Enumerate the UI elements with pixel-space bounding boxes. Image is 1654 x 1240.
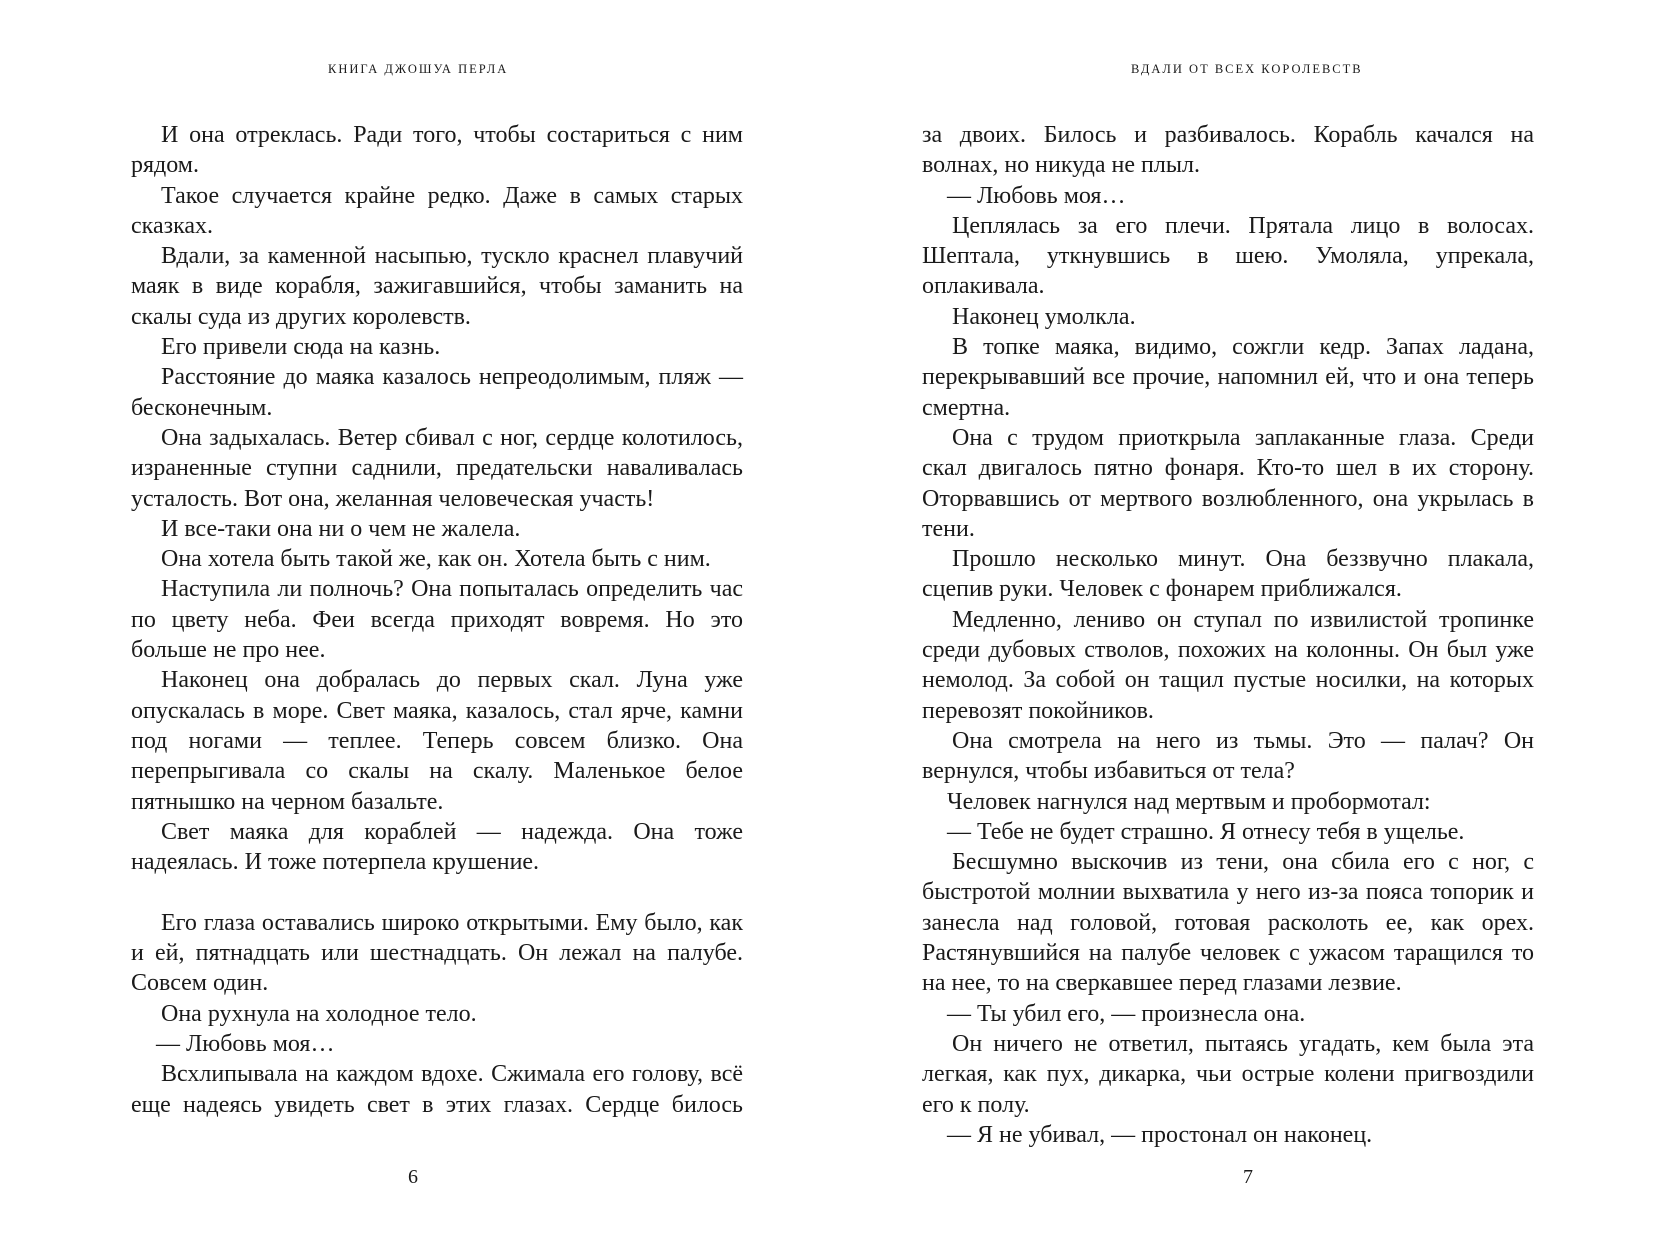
- paragraph: Его глаза оставались широко открытыми. Ему было, как и ей, пятнадцать или шестнадцать. Он лежал на палубе. Совсем один.: [131, 909, 743, 997]
- dialogue-line: — Ты убил его, — произнесла она.: [947, 1000, 1306, 1027]
- dialogue-line: — Я не убивал, — простонал он наконец.: [947, 1121, 1373, 1148]
- paragraph: Она задыхалась. Ветер сбивал с ног, сердце колотилось, израненные ступни саднили, предательски наваливалась усталость. Вот она, желанная человеческая участь!: [131, 424, 743, 512]
- dialogue-line: — Любовь моя…: [947, 182, 1126, 209]
- paragraph: Расстояние до маяка казалось непреодолимым, пляж — бесконечным.: [131, 364, 743, 421]
- paragraph: Цеплялась за его плечи. Прятала лицо в волосах. Шептала, уткнувшись в шею. Умоляла, упрекала, оплакивала.: [922, 212, 1534, 300]
- paragraph: Такое случается крайне редко. Даже в самых старых сказках.: [131, 182, 743, 239]
- section-break: [131, 877, 743, 907]
- paragraph: Свет маяка для кораблей — надежда. Она тоже надеялась. И тоже потерпела крушение.: [131, 818, 743, 876]
- running-head-left: КНИГА ДЖОШУА ПЕРЛА: [328, 62, 509, 76]
- paragraph: Она смотрела на него из тьмы. Это — палач? Он вернулся, чтобы избавиться от тела?: [922, 727, 1534, 785]
- paragraph: Наступила ли полночь? Она попыталась определить час по цвету неба. Феи всегда приходят вовремя. Но это больше не про нее.: [131, 576, 743, 664]
- dialogue-line: — Любовь моя…: [156, 1030, 335, 1057]
- running-head-right: ВДАЛИ ОТ ВСЕХ КОРОЛЕВСТВ: [1131, 62, 1363, 76]
- paragraph: Наконец она добралась до первых скал. Луна уже опускалась в море. Свет маяка, казалось, стал ярче, камни под ногами — теплее. Теперь совсем близко. Она перепрыгивала со скалы на скалу. Маленькое белое пятнышко на черном базальте.: [131, 667, 743, 815]
- paragraph: Наконец умолкла.: [952, 303, 1136, 330]
- page-number-left: 6: [408, 1166, 418, 1188]
- right-page: [827, 0, 1654, 1240]
- paragraph: Она с трудом приоткрыла заплаканные глаза. Среди скал двигалось пятно фонаря. Кто-то шел в их сторону. Оторвавшись от мертвого возлюбленного, она укрылась в тени.: [922, 424, 1534, 542]
- left-text-block: [131, 120, 743, 1120]
- paragraph: Бесшумно выскочив из тени, она сбила его с ног, с быстротой молнии выхватила у него из-за пояса топорик и занесла над головой, готовая расколоть ее, как орех. Растянувшийся на палубе человек с ужасом таращился то на нее, то на сверкавшее перед глазами лезвие.: [922, 849, 1534, 997]
- paragraph: Медленно, лениво он ступал по извилистой тропинке среди дубовых стволов, похожих на колонны. Он был уже немолод. За собой он тащил пустые носилки, на которых перевозят покойников.: [922, 606, 1534, 724]
- paragraph: И все-таки она ни о чем не жалела.: [161, 515, 521, 542]
- paragraph: Всхлипывала на каждом вдохе. Сжимала его голову, всё еще надеясь увидеть свет в этих глазах. Сердце билось: [131, 1061, 743, 1118]
- paragraph: Вдали, за каменной насыпью, тускло краснел плавучий маяк в виде корабля, зажигавшийся, чтобы заманить на скалы суда из других королевств.: [131, 243, 743, 330]
- paragraph: В топке маяка, видимо, сожгли кедр. Запах ладана, перекрывавший все прочие, напомнил ей, что и она теперь смертна.: [922, 334, 1534, 421]
- paragraph: Его привели сюда на казнь.: [161, 334, 441, 361]
- page-number-right: 7: [1243, 1166, 1253, 1188]
- paragraph: Она хотела быть такой же, как он. Хотела быть с ним.: [161, 546, 711, 573]
- dialogue-line: — Тебе не будет страшно. Я отнесу тебя в ущелье.: [947, 818, 1465, 845]
- paragraph: И она отреклась. Ради того, чтобы состариться с ним рядом.: [131, 122, 743, 179]
- paragraph: Она рухнула на холодное тело.: [161, 1000, 477, 1027]
- paragraph: Прошло несколько минут. Она беззвучно плакала, сцепив руки. Человек с фонарем приближался.: [922, 546, 1534, 603]
- paragraph: Человек нагнулся над мертвым и пробормотал:: [947, 788, 1431, 815]
- paragraph: Он ничего не ответил, пытаясь угадать, кем была эта легкая, как пух, дикарка, чьи острые колени пригвоздили его к полу.: [922, 1030, 1534, 1118]
- right-text-block: [922, 120, 1534, 1150]
- paragraph-continued: за двоих. Билось и разбивалось. Корабль качался на волнах, но никуда не плыл.: [922, 122, 1534, 179]
